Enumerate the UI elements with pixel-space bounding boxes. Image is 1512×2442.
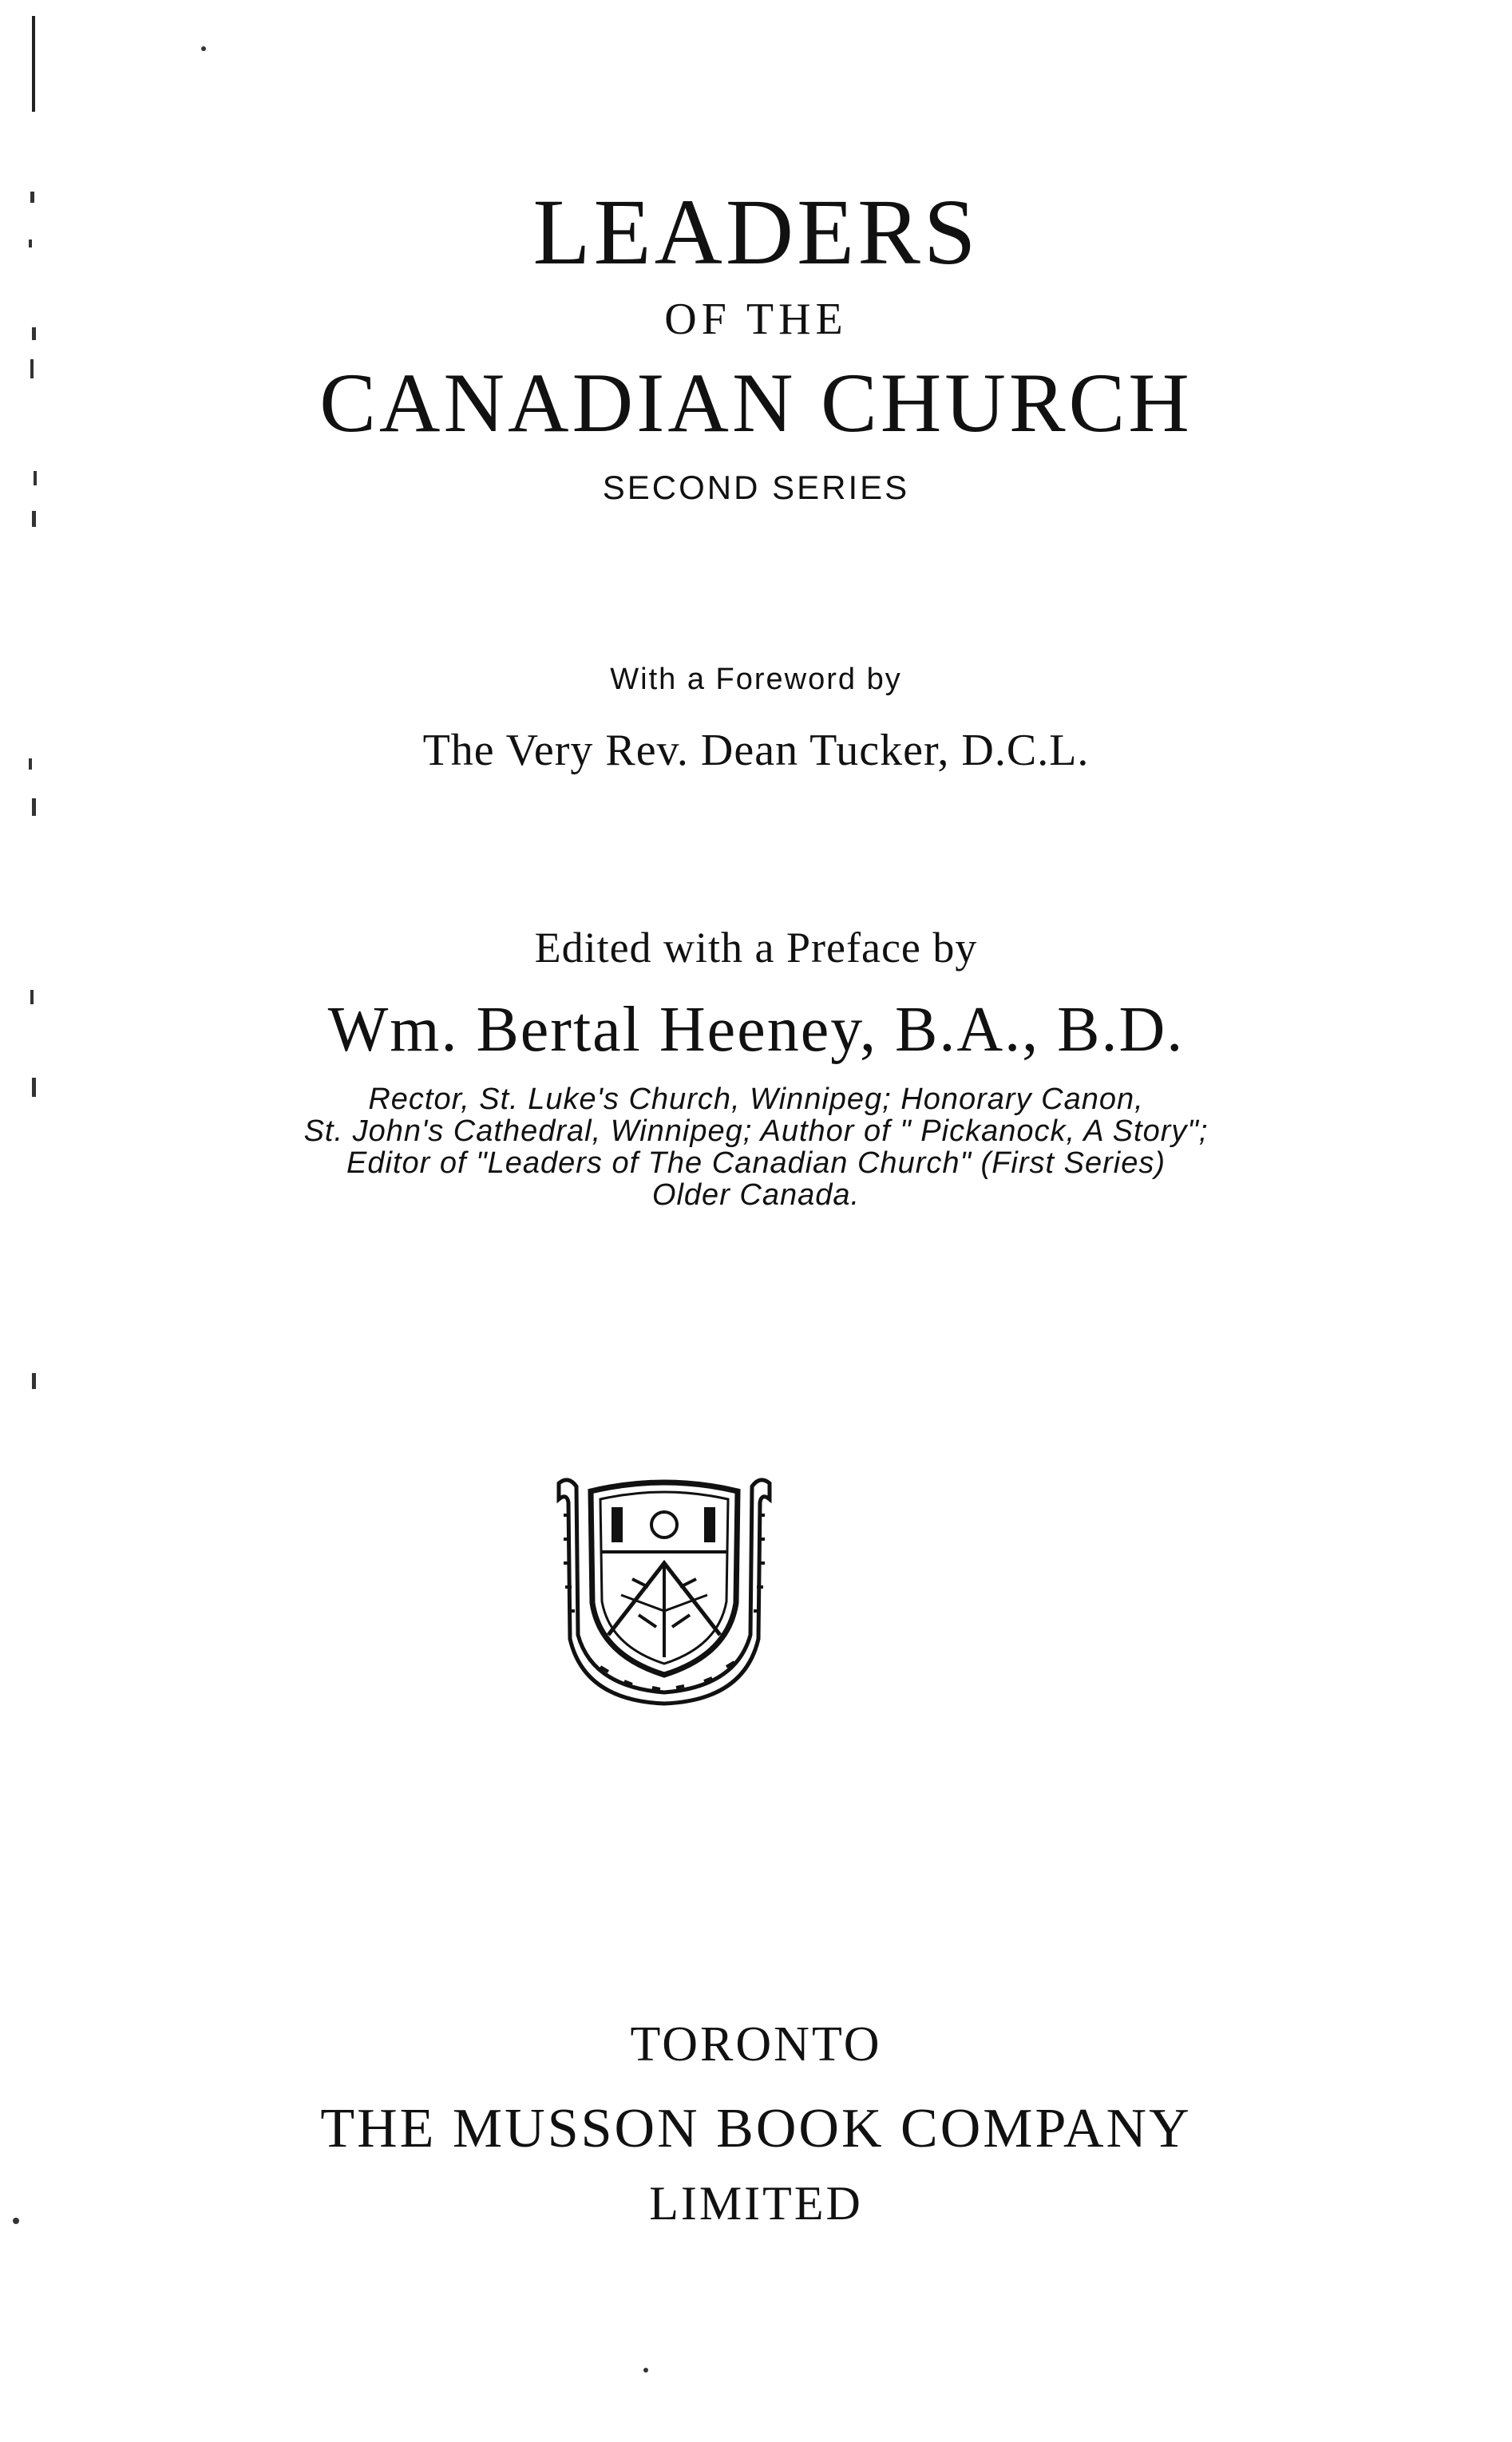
scan-speck xyxy=(32,511,36,527)
editor-credential-line: Editor of "Leaders of The Canadian Church" (First Series) xyxy=(346,1146,1166,1180)
editor-name: Wm. Bertal Heeney, B.A., B.D. xyxy=(327,995,1185,1065)
editor-credential-line: St. John's Cathedral, Winnipeg; Author of " Pickanock, A Story"; xyxy=(303,1114,1209,1148)
scan-speck xyxy=(30,990,34,1004)
scan-margin-rule xyxy=(32,16,35,112)
book-title-line-1: LEADERS xyxy=(532,180,980,284)
editor-credential-line: Older Canada. xyxy=(651,1178,861,1212)
publisher-seal-emblem xyxy=(544,1475,784,1707)
book-title-line-3: CANADIAN CHURCH xyxy=(319,356,1193,449)
scan-speck xyxy=(201,46,206,51)
foreword-intro: With a Foreword by xyxy=(610,663,902,696)
scan-speck xyxy=(32,327,36,340)
scan-speck xyxy=(32,798,36,816)
scan-speck xyxy=(30,359,34,378)
scan-speck xyxy=(32,1373,36,1389)
editor-credential-line: Rector, St. Luke's Church, Winnipeg; Honorary Canon, xyxy=(368,1082,1144,1116)
imprint-city: TORONTO xyxy=(630,2017,882,2072)
series-subtitle: SECOND SERIES xyxy=(602,469,910,506)
imprint-publisher: THE MUSSON BOOK COMPANY xyxy=(320,2098,1192,2159)
preface-intro: Edited with a Preface by xyxy=(534,924,978,972)
scan-speck xyxy=(34,471,37,485)
scan-speck xyxy=(30,192,34,203)
scan-speck xyxy=(643,2368,648,2373)
imprint-publisher-suffix: LIMITED xyxy=(649,2177,863,2230)
book-title-line-2: OF THE xyxy=(664,295,848,344)
scan-speck xyxy=(32,1078,36,1097)
scan-speck xyxy=(29,239,32,247)
scan-speck xyxy=(29,758,32,770)
foreword-author: The Very Rev. Dean Tucker, D.C.L. xyxy=(422,726,1090,775)
scan-speck xyxy=(13,2218,19,2224)
